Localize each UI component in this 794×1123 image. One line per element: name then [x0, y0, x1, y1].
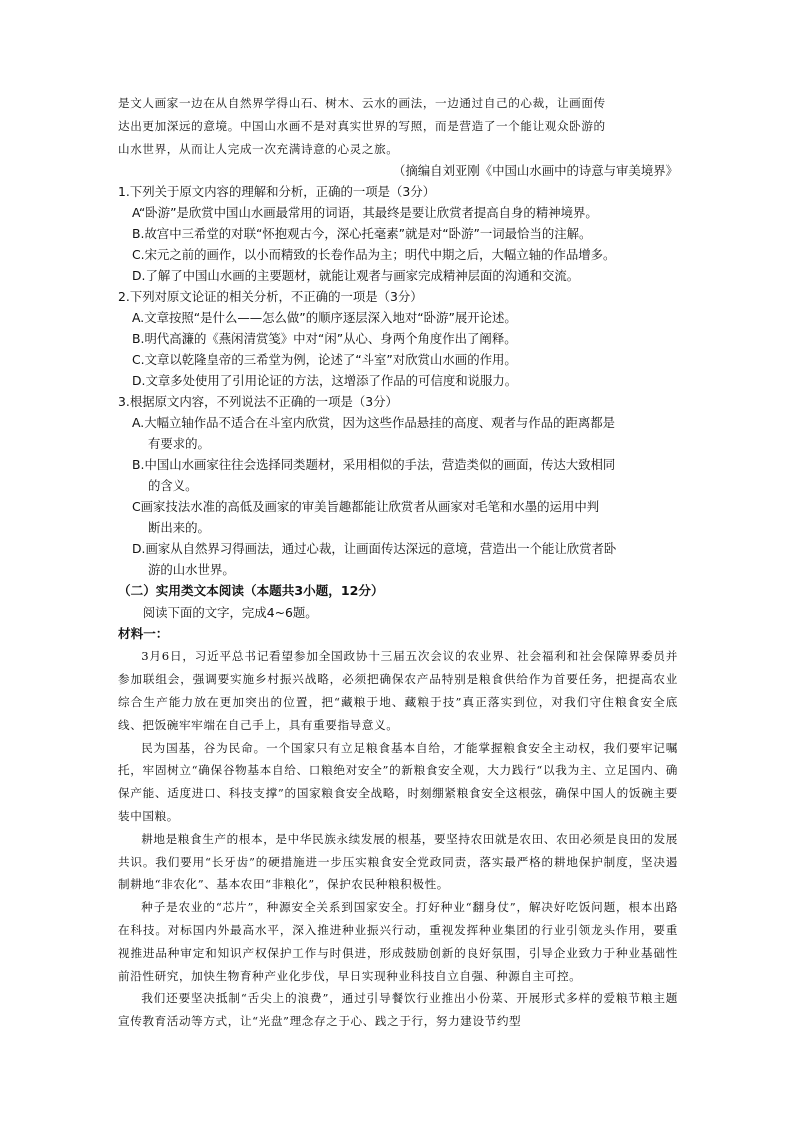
question-1-option-d: D.了解了中国山水画的主要题材，就能让观者与画家完成精神层面的沟通和交流。: [132, 268, 580, 284]
question-3-option-b: [118, 454, 678, 496]
material-1-paragraph-1: 3月6日，习近平总书记看望参加全国政协十三届五次会议的农业界、社会福利和社会保障界委员并参加联组会，强调要实施乡村振兴战略，必须把确保农产品特别是粮食供给作为首要任务，把提高农业综合生产能力放在更加突出的位置，把“藏粮于地、藏粮于技”真正落实到位，对我们守住粮食安全底线、把饭碗牢牢端在自己手上，具有重要指导意义。: [118, 649, 678, 732]
question-2-option-b: B.明代高濂的《燕闲清赏笺》中对“闲”从心、身两个角度作出了阐释。: [132, 331, 517, 347]
question-1-option-a: A“卧游”是欣赏中国山水画最常用的词语，其最终是要让欣赏者提高自身的精神境界。: [132, 205, 598, 221]
section-instruction: 阅读下面的文字，完成4~6题。: [142, 605, 318, 621]
question-1-option-c: C.宋元之前的画作，以小而精致的长卷作品为主；明代中期之后，大幅立轴的作品增多。: [132, 247, 616, 263]
intro-passage: [118, 92, 678, 181]
source-citation: （摘编自刘亚刚《中国山水画中的诗意与审美境界》: [393, 163, 678, 179]
question-3-option-a: [118, 412, 678, 454]
question-2-option-a: A.文章按照“是什么——怎么做”的顺序逐层深入地对“卧游”展开论述。: [132, 310, 517, 326]
question-1-option-b: B.故宫中三希堂的对联“怀抱观古今，深心托毫素”就是对“卧游”一词最恰当的注解。: [132, 226, 592, 242]
question-3-option-a-line-1: A.大幅立轴作品不适合在斗室内欣赏，因为这些作品悬挂的高度、观者与作品的距离都是: [132, 415, 616, 431]
material-1-paragraph-2: 民为国基，谷为民命。一个国家只有立足粮食基本自给，才能掌握粮食安全主动权，我们要牢记嘱托，牢固树立“确保谷物基本自给、口粮绝对安全”的新粮食安全观，大力践行“以我为主、立足国内、确保产能、适度进口、科技支撑”的国家粮食安全战略，时刻绷紧粮食安全这根弦，确保中国人的饭碗主要装中国粮。: [118, 740, 678, 823]
question-3-option-c: [118, 496, 678, 538]
question-3-option-b-line-1: B.中国山水画家往往会选择同类题材，采用相似的手法，营造类似的画面，传达大致相同: [132, 457, 616, 473]
question-3-option-c-line-1: C画家技法水准的高低及画家的审美旨趣都能让欣赏者从画家对毛笔和水墨的运用中判: [132, 499, 600, 515]
intro-line-2: 达出更加深远的意境。中国山水画不是对真实世界的写照，而是营造了一个能让观众卧游的: [118, 118, 606, 133]
question-2: [118, 286, 678, 391]
question-3-option-d-line-1: D.画家从自然界习得画法，通过心裁，让画面传达深远的意境，营造出一个能让欣赏者卧: [132, 541, 617, 557]
question-3-option-d: [118, 538, 678, 580]
material-1-paragraph-4: 种子是农业的“芯片”，种源安全关系到国家安全。打好种业“翻身仗”，解决好吃饭问题，根本出路在科技。对标国内外最高水平，深入推进种业振兴行动，重视发挥种业集团的行业引领龙头作用，要重视推进品种审定和知识产权保护工作与时俱进，形成鼓励创新的良好氛围，引导企业致力于种业基础性前沿性研究，加快生物育种产业化步伐，早日实现种业科技自立自强、种源自主可控。: [118, 900, 678, 983]
section-2: [118, 580, 678, 645]
question-3: [118, 391, 678, 580]
material-1-paragraph-5: 我们还要坚决抵制“舌尖上的浪费”，通过引导餐饮行业推出小份菜、开展形式多样的爱粮节粮主题宣传教育活动等方式，让“光盘”理念存之于心、践之于行，努力建设节约型: [118, 991, 678, 1029]
question-3-option-c-line-2: 断出来的。: [148, 520, 210, 536]
question-3-stem: 3.根据原文内容，不列说法不正确的一项是（3分）: [118, 394, 398, 410]
material-label: 材料一：: [118, 626, 169, 642]
question-2-option-d: D.文章多处使用了引用论证的方法，这增添了作品的可信度和说服力。: [132, 373, 518, 389]
question-3-option-d-line-2: 游的山水世界。: [148, 562, 235, 578]
intro-line-1: 是文人画家一边在从自然界学得山石、树木、云水的画法，一边通过自己的心裁，让画面传: [118, 96, 606, 110]
material-1-paragraph-3: 耕地是粮食生产的根本，是中华民族永续发展的根基，要坚持农田就是农田、农田必须是良田的发展共识。我们要用“长牙齿”的硬措施进一步压实粮食安全党政同责，落实最严格的耕地保护制度，坚决遏制耕地“非农化”、基本农田“非粮化”，保护农民种粮积极性。: [118, 831, 678, 892]
document-page: [118, 92, 678, 1033]
section-heading: （二）实用类文本阅读（本题共3小题，12分）: [118, 583, 384, 599]
question-1: [118, 181, 678, 286]
question-3-option-a-line-2: 有要求的。: [148, 436, 210, 452]
material-1-body: [118, 645, 678, 1033]
question-3-option-b-line-2: 的含义。: [148, 478, 198, 494]
question-1-stem: 1.下列关于原文内容的理解和分析，正确的一项是（3分）: [118, 184, 436, 200]
intro-line-3: 山水世界，从而让人完成一次充满诗意的心灵之旅。: [118, 141, 399, 156]
question-2-stem: 2.下列对原文论证的相关分析，不正确的一项是（3分）: [118, 289, 423, 305]
question-2-option-c: C.文章以乾隆皇帝的三希堂为例，论述了“斗室”对欣赏山水画的作用。: [132, 352, 517, 368]
